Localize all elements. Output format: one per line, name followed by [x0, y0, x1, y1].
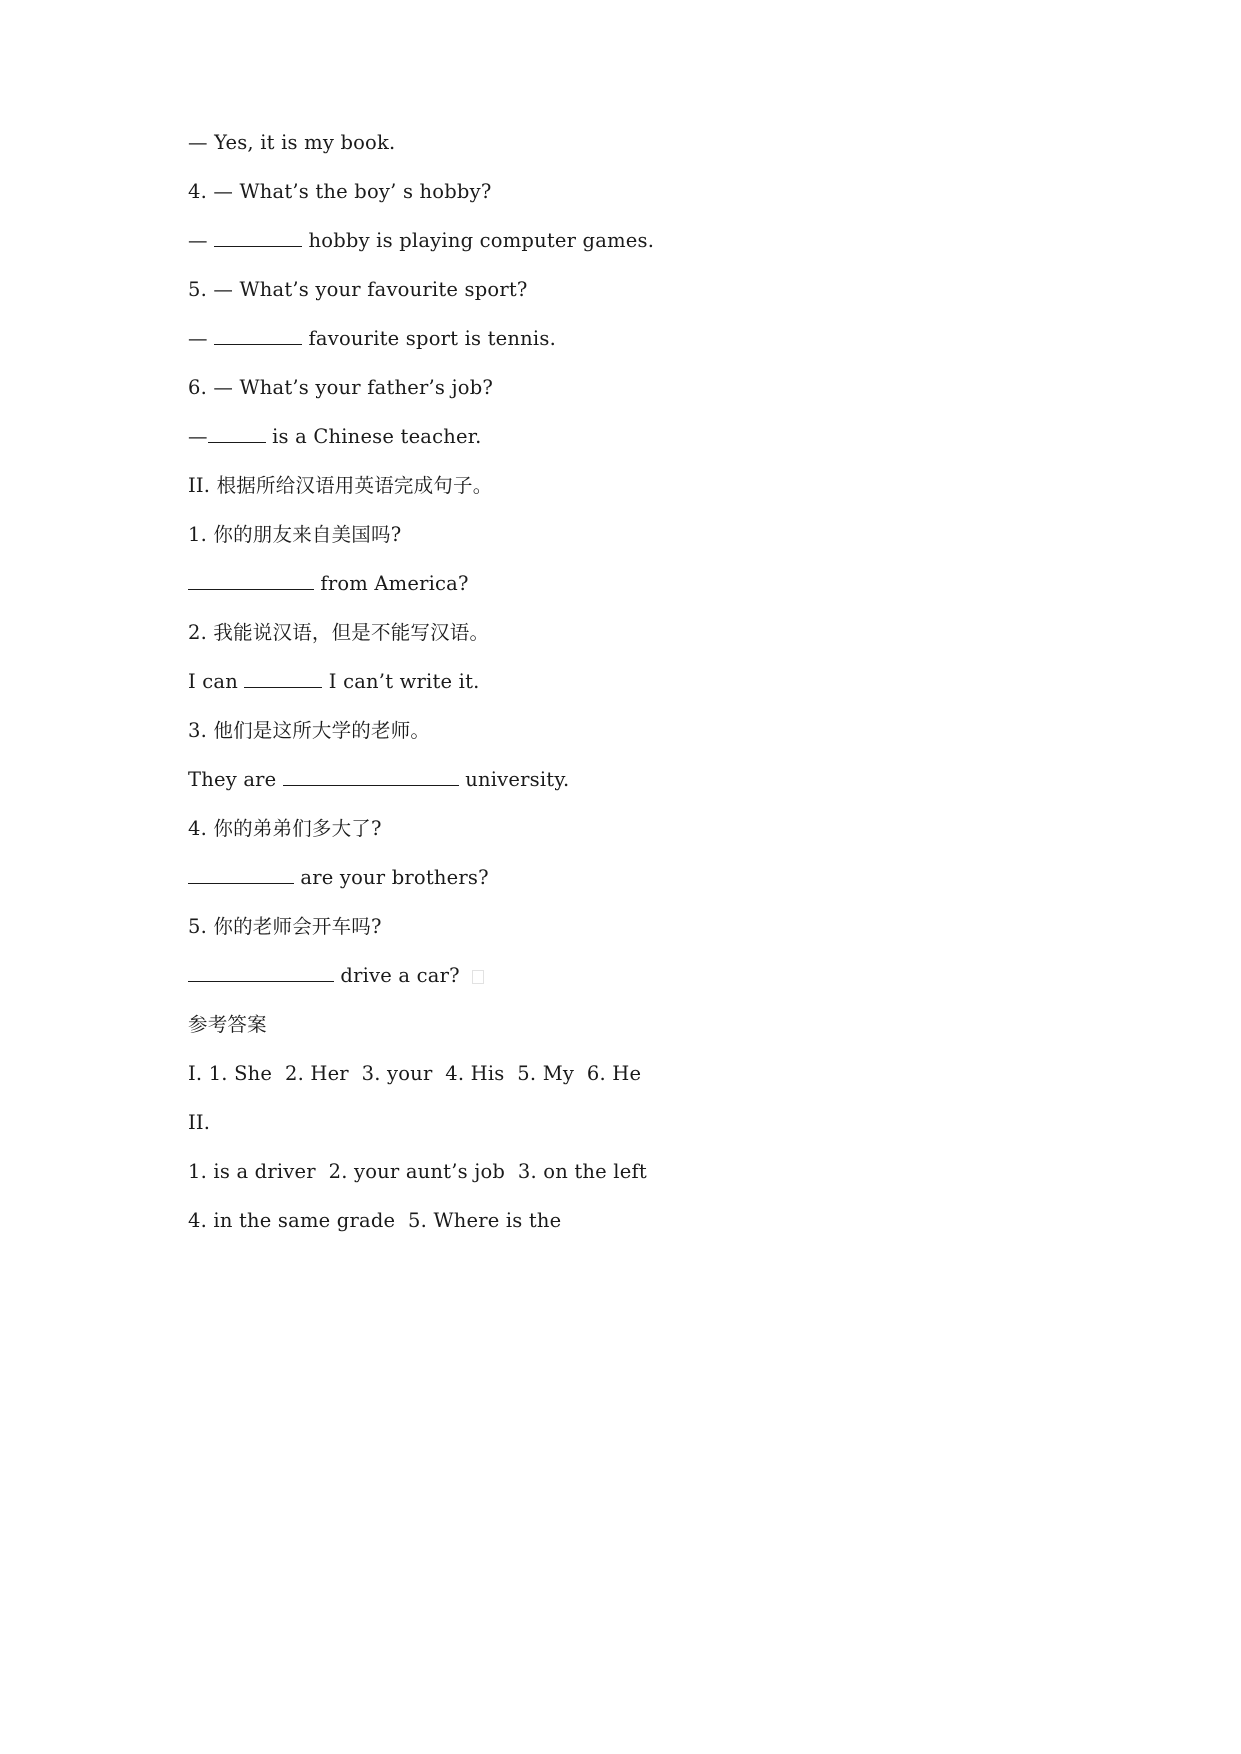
translation-prompt-4: 4. 你的弟弟们多大了?	[188, 817, 382, 840]
answer-key-section-ii-row-2: 4. in the same grade 5. Where is the	[188, 1209, 562, 1232]
translation-text-1: from America?	[314, 572, 469, 595]
answer-text-4: hobby is playing computer games.	[302, 229, 655, 252]
answer-text-5: favourite sport is tennis.	[302, 327, 556, 350]
translation-line-4	[188, 863, 1088, 912]
answer-text-6: is a Chinese teacher.	[265, 425, 482, 448]
fill-blank-4[interactable]	[214, 226, 302, 247]
translation-line-5	[188, 961, 1088, 1010]
fill-blank-t3[interactable]	[283, 765, 459, 786]
fill-blank-5[interactable]	[214, 324, 302, 345]
fill-blank-t5[interactable]	[188, 961, 334, 982]
dash: —	[188, 425, 208, 448]
answer-key-section-ii-row-1: 1. is a driver 2. your aunt’s job 3. on the left	[188, 1160, 647, 1183]
translation-text-3a: They are	[188, 768, 283, 791]
translation-text-4: are your brothers?	[294, 866, 489, 889]
answer-line-3: — Yes, it is my book.	[188, 131, 396, 154]
question-4: 4. — What’s the boy’ s hobby?	[188, 180, 492, 203]
translation-text-2a: I can	[188, 670, 245, 693]
answer-key-heading: 参考答案	[188, 1013, 267, 1036]
question-5: 5. — What’s your favourite sport?	[188, 278, 528, 301]
image-placeholder-icon	[472, 970, 484, 984]
worksheet-page	[188, 128, 1088, 1255]
translation-prompt-1: 1. 你的朋友来自美国吗?	[188, 523, 402, 546]
dash: —	[188, 327, 215, 350]
translation-prompt-5: 5. 你的老师会开车吗?	[188, 915, 382, 938]
answer-line-4	[188, 226, 1088, 275]
answer-key-section-ii-label: II.	[188, 1111, 211, 1134]
translation-text-3b: university.	[458, 768, 570, 791]
answer-line-6	[188, 422, 1088, 471]
answer-line-5	[188, 324, 1088, 373]
translation-text-2b: I can’t write it.	[322, 670, 480, 693]
fill-blank-t1[interactable]	[188, 569, 314, 590]
answer-key-section-i: I. 1. She 2. Her 3. your 4. His 5. My 6. He	[188, 1062, 642, 1085]
translation-text-5: drive a car?	[334, 964, 460, 987]
fill-blank-t2[interactable]	[244, 667, 322, 688]
translation-line-3	[188, 765, 1088, 814]
fill-blank-t4[interactable]	[188, 863, 294, 884]
translation-prompt-3: 3. 他们是这所大学的老师。	[188, 719, 431, 742]
translation-line-1	[188, 569, 1088, 618]
fill-blank-6[interactable]	[208, 422, 266, 443]
section-ii-heading: II. 根据所给汉语用英语完成句子。	[188, 474, 493, 497]
translation-line-2	[188, 667, 1088, 716]
question-6: 6. — What’s your father’s job?	[188, 376, 494, 399]
dash: —	[188, 229, 215, 252]
translation-prompt-2: 2. 我能说汉语，但是不能写汉语。	[188, 621, 490, 644]
